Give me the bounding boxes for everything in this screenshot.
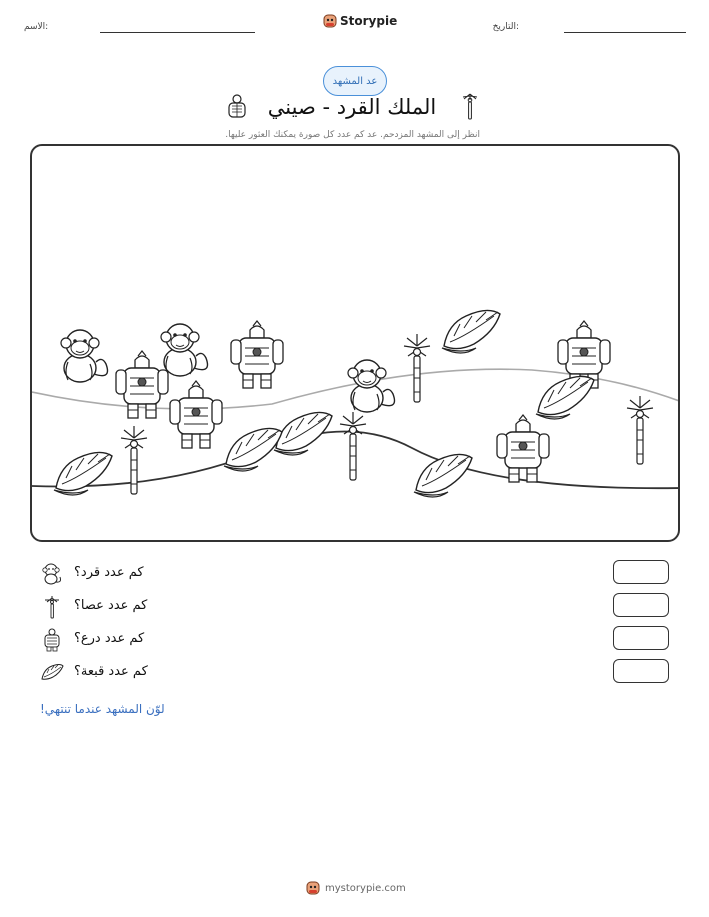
answer-box-hat[interactable] — [613, 659, 669, 683]
monkey-figure[interactable] — [161, 324, 208, 376]
storypie-mascot-icon — [323, 13, 337, 29]
armor-figure[interactable] — [231, 321, 283, 388]
question-row-armor — [0, 626, 709, 654]
staff-figure[interactable] — [404, 334, 430, 402]
staff-icon — [460, 92, 480, 122]
hat-figure[interactable] — [442, 310, 500, 353]
question-text: كم عدد عصا؟ — [74, 598, 148, 613]
armor-icon — [226, 94, 248, 120]
question-text: كم عدد قرد؟ — [74, 565, 144, 580]
staff-figure[interactable] — [627, 396, 653, 464]
answer-box-armor[interactable] — [613, 626, 669, 650]
date-label: التاريخ: — [492, 22, 519, 32]
storypie-mascot-icon — [306, 880, 320, 896]
coloring-note: لوّن المشهد عندما تنتهي! — [40, 702, 165, 716]
site-footer — [306, 880, 406, 896]
staff-icon — [40, 595, 64, 619]
monkey-icon — [40, 562, 64, 586]
armor-figure[interactable] — [497, 415, 549, 482]
question-text: كم عدد قبعة؟ — [74, 664, 148, 679]
title-row — [0, 92, 709, 124]
hat-figure[interactable] — [54, 452, 112, 495]
hat-icon — [40, 661, 64, 685]
question-row-staff — [0, 593, 709, 621]
hat-figure[interactable] — [414, 454, 472, 497]
question-row-hat — [0, 659, 709, 687]
monkey-figure[interactable] — [61, 330, 108, 382]
hat-figure[interactable] — [224, 428, 282, 471]
question-text: كم عدد درع؟ — [74, 631, 145, 646]
staff-figure[interactable] — [340, 412, 366, 480]
brand-name: Storypie — [340, 14, 398, 28]
date-field[interactable] — [564, 32, 686, 33]
scene-illustration — [32, 146, 680, 542]
hat-figure[interactable] — [536, 376, 594, 419]
armor-figure[interactable] — [170, 381, 222, 448]
name-label: الاسم: — [24, 22, 49, 32]
answer-box-monkey[interactable] — [613, 560, 669, 584]
brand-logo — [323, 13, 397, 29]
monkey-figure[interactable] — [348, 360, 395, 412]
instructions: انظر إلى المشهد المزدحم. عد كم عدد كل صورة يمكنك العثور عليها. — [225, 130, 480, 140]
question-row-monkey — [0, 560, 709, 588]
counting-scene[interactable] — [30, 144, 680, 542]
site-url[interactable]: mystorypie.com — [325, 882, 406, 894]
answer-box-staff[interactable] — [613, 593, 669, 617]
page-title: الملك القرد - صيني — [267, 95, 437, 119]
activity-badge: عد المشهد — [323, 66, 387, 96]
name-field[interactable] — [100, 32, 255, 33]
armor-icon — [40, 628, 64, 652]
